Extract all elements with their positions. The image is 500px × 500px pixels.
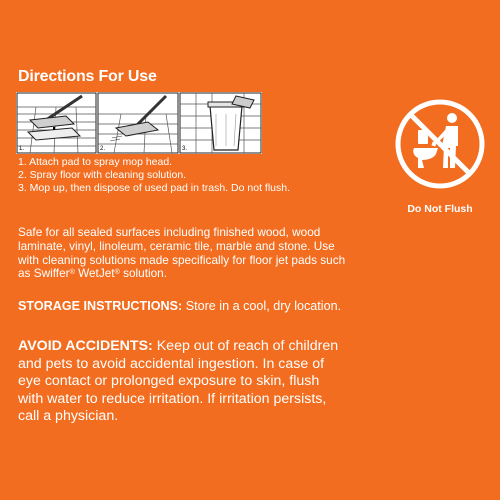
panel-2-label: 2.	[100, 146, 106, 152]
panel-3-label: 3.	[182, 146, 188, 152]
storage-paragraph	[18, 300, 348, 314]
step-1: 1. Attach pad to spray mop head.	[18, 156, 173, 168]
surfaces-paragraph	[18, 226, 348, 281]
registered-mark-1: ®	[69, 268, 75, 277]
registered-mark-2: ®	[114, 268, 120, 277]
avoid-text: Keep out of reach of children and pets to avoid accidental ingestion. In case of eye contact or prolonged exposure to skin, flush with water to reduce irritation. If irritation persists, call a physician.	[18, 338, 339, 425]
panel-1-label: 1.	[19, 146, 25, 152]
steps-list	[18, 156, 318, 195]
directions-title: Directions For Use	[18, 68, 157, 85]
panel-spray-floor	[98, 93, 178, 153]
avoid-paragraph	[18, 338, 348, 426]
step-3: 3. Mop up, then dispose of used pad in trash. Do not flush.	[18, 182, 291, 194]
surfaces-text: Safe for all sealed surfaces including finished wood, wood laminate, vinyl, linoleum, ceramic tile, marble and stone. Use with cleaning solutions made specifically for floor jet pads such as Swiffer	[18, 225, 346, 281]
avoid-heading: AVOID ACCIDENTS:	[18, 338, 153, 354]
wetjet-text: WetJet	[74, 266, 115, 281]
panel-dispose-pad	[180, 93, 261, 153]
panel-attach-pad	[17, 93, 96, 153]
storage-heading: STORAGE INSTRUCTIONS:	[18, 299, 183, 313]
no-flush-icon	[392, 96, 488, 192]
storage-text: Store in a cool, dry location.	[182, 299, 342, 313]
step-2: 2. Spray floor with cleaning solution.	[18, 169, 187, 181]
instruction-illustrations	[16, 92, 262, 154]
do-not-flush-badge	[392, 96, 488, 215]
solution-text: solution.	[119, 266, 168, 281]
do-not-flush-label: Do Not Flush	[407, 203, 473, 215]
